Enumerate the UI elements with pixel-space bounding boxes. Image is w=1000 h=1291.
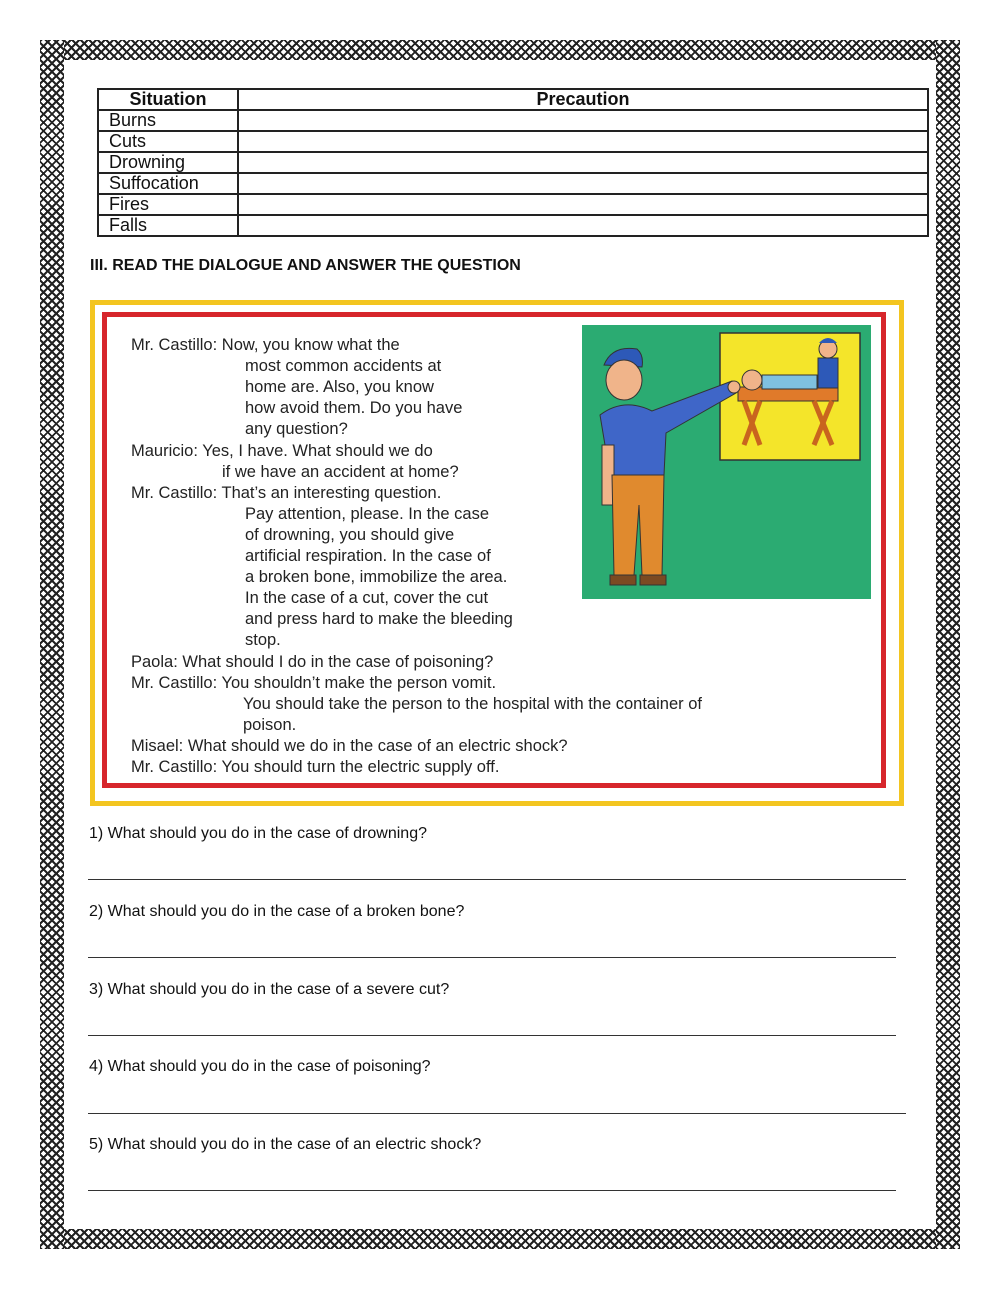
dialogue-line: if we have an accident at home? <box>222 462 459 481</box>
precaution-answer-cell[interactable] <box>238 110 928 131</box>
precaution-answer-cell[interactable] <box>238 173 928 194</box>
decorative-border-bottom <box>40 1229 960 1249</box>
situation-cell: Falls <box>98 215 238 236</box>
question-2: 2) What should you do in the case of a broken bone? <box>89 903 465 920</box>
dialogue-speaker: Misael: <box>131 736 184 755</box>
dialogue-line: stop. <box>245 631 281 650</box>
situation-cell: Fires <box>98 194 238 215</box>
table-row <box>98 173 928 194</box>
dialogue-text-line: You should turn the electric supply off. <box>221 758 500 776</box>
dialogue-line <box>131 736 568 757</box>
header-situation: Situation <box>98 89 238 110</box>
answer-line-4[interactable] <box>88 1113 906 1114</box>
dialogue-line: how avoid them. Do you have <box>245 399 463 418</box>
dialogue-text-line: That’s an interesting question. <box>221 483 442 502</box>
question-4: 4) What should you do in the case of poisoning? <box>89 1058 431 1075</box>
dialogue-line: of drowning, you should give <box>245 525 455 544</box>
dialogue-line <box>131 335 400 356</box>
dialogue-line <box>131 441 433 462</box>
question-3: 3) What should you do in the case of a severe cut? <box>89 981 450 998</box>
header-precaution: Precaution <box>238 89 928 110</box>
situation-precaution-table <box>97 88 929 237</box>
dialogue-text-line: You shouldn’t make the person vomit. <box>221 673 497 692</box>
dialogue-line: poison. <box>243 715 297 734</box>
table-row <box>98 194 928 215</box>
decorative-border-left <box>40 40 64 1249</box>
situation-cell: Burns <box>98 110 238 131</box>
table-row <box>98 110 928 131</box>
question-1: 1) What should you do in the case of drowning? <box>89 825 427 842</box>
dialogue-speaker: Paola: <box>131 652 178 671</box>
dialogue-line: a broken bone, immobilize the area. <box>245 568 508 587</box>
dialogue-line: artificial respiration. In the case of <box>245 547 491 565</box>
table-row <box>98 152 928 173</box>
dialogue-speaker: Mauricio: <box>131 441 198 460</box>
answer-line-5[interactable] <box>88 1190 896 1191</box>
teacher-pointing-illustration <box>582 325 871 599</box>
table-row <box>98 131 928 152</box>
dialogue-speaker: Mr. Castillo: <box>131 673 218 692</box>
dialogue-line <box>131 483 441 504</box>
table-row <box>98 215 928 236</box>
decorative-border-right <box>936 40 960 1249</box>
dialogue-speaker: Mr. Castillo: <box>131 483 218 502</box>
precaution-answer-cell[interactable] <box>238 152 928 173</box>
table-header-row <box>98 89 928 110</box>
dialogue-text-line: What should we do in the case of an electric shock? <box>187 736 568 755</box>
precaution-answer-cell[interactable] <box>238 215 928 236</box>
dialogue-text-line: What should I do in the case of poisoning? <box>182 652 494 671</box>
precaution-answer-cell[interactable] <box>238 194 928 215</box>
dialogue-speaker: Mr. Castillo: <box>131 758 218 776</box>
answer-line-3[interactable] <box>88 1035 896 1036</box>
section-title: III. READ THE DIALOGUE AND ANSWER THE QUESTION <box>90 257 521 274</box>
decorative-border-top <box>40 40 960 60</box>
dialogue-speaker: Mr. Castillo: <box>131 336 218 354</box>
dialogue-line <box>131 652 493 673</box>
question-5: 5) What should you do in the case of an electric shock? <box>89 1136 482 1153</box>
answer-line-1[interactable] <box>88 879 906 880</box>
dialogue-line: You should take the person to the hospital with the container of <box>243 694 702 713</box>
dialogue-line <box>131 673 496 694</box>
dialogue-line: home are. Also, you know <box>245 378 434 397</box>
dialogue-line: In the case of a cut, cover the cut <box>245 589 489 608</box>
situation-cell: Drowning <box>98 152 238 173</box>
situation-cell: Suffocation <box>98 173 238 194</box>
dialogue-line: Pay attention, please. In the case <box>245 504 489 523</box>
dialogue-line: any question? <box>245 420 348 439</box>
answer-line-2[interactable] <box>88 957 896 958</box>
dialogue-text-line: Now, you know what the <box>221 336 400 354</box>
dialogue-line: most common accidents at <box>245 357 442 376</box>
dialogue-text-line: Yes, I have. What should we do <box>202 441 433 460</box>
dialogue-line: and press hard to make the bleeding <box>245 610 513 629</box>
precaution-answer-cell[interactable] <box>238 131 928 152</box>
dialogue-line <box>131 757 499 778</box>
situation-cell: Cuts <box>98 131 238 152</box>
